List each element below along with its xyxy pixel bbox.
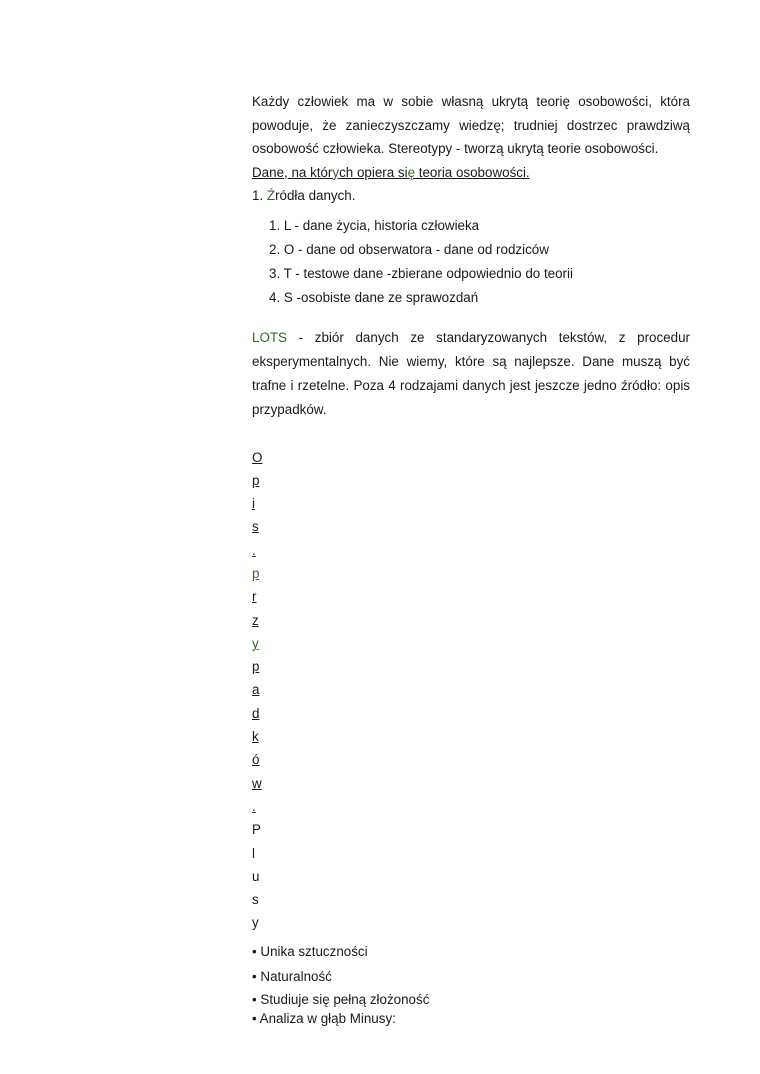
vertical-letter: s (252, 519, 259, 535)
vertical-letter: z (252, 612, 259, 628)
vertical-letter: u (252, 868, 260, 884)
list-item: • Studiuje się pełną złożoność (252, 991, 430, 1007)
list-item: • Naturalność (252, 969, 332, 985)
vertical-letter: y (252, 915, 259, 931)
sources-heading-rest: ródła danych. (275, 188, 356, 203)
data-heading-part3: ch opiera si (339, 164, 408, 180)
sources-heading (252, 184, 690, 208)
list-item: 3. T - testowe dane -zbierane odpowiednio do teorii (269, 265, 573, 281)
vertical-letter: w (252, 775, 262, 791)
sources-list (252, 214, 690, 310)
data-heading-part2: y (332, 164, 340, 180)
data-heading (252, 161, 690, 185)
lots-term: LOTS (252, 329, 287, 345)
sources-heading-letter: Ź (266, 188, 276, 203)
vertical-letter: P (252, 822, 261, 838)
document-page (252, 90, 690, 1028)
vertical-letter: a (252, 682, 260, 698)
vertical-letter: ó (252, 752, 260, 768)
list-item: 2. O - dane od obserwatora - dane od rodziców (269, 241, 549, 257)
vertical-letter: y (252, 635, 259, 651)
vertical-letter: . (252, 542, 256, 558)
list-item: • Unika sztuczności (252, 943, 368, 959)
list-item: 4. S -osobiste dane ze sprawozdań (269, 289, 479, 305)
vertical-letter: O (252, 449, 263, 465)
data-heading-part5: teoria osobowości. (415, 164, 530, 180)
intro-paragraph: Każdy człowiek ma w sobie własną ukrytą teorię osobowości, która powoduje, że zanieczyszczamy wiedzę; trudniej dostrzec prawdziwą osobowość człowieka. Stereotypy - tworzą ukrytą teorie osobowości. (252, 94, 690, 156)
lots-text: - zbiór danych ze standaryzowanych tekstów, z procedur eksperymentalnych. Nie wiemy, które są najlepsze. Dane muszą być trafne i rzetelne. Poza 4 rodzajami danych jest jeszcze jedno źródło: opis przypadków. (252, 329, 690, 417)
vertical-text (252, 446, 690, 935)
data-heading-part4: ę (407, 164, 416, 180)
data-heading-part1: Dane, na któr (252, 164, 333, 180)
vertical-letter: r (252, 589, 257, 605)
vertical-letter: . (252, 798, 256, 814)
lots-paragraph (252, 326, 690, 422)
vertical-letter: k (252, 729, 259, 745)
vertical-letter: p (252, 565, 260, 581)
sources-heading-prefix: 1. (252, 188, 267, 203)
list-item: 1. L - dane życia, historia człowieka (269, 217, 480, 233)
vertical-letter: p (252, 472, 260, 488)
pros-list (252, 939, 690, 1028)
vertical-letter: s (252, 892, 259, 908)
list-item: • Analiza w głąb Minusy: (252, 1010, 396, 1026)
vertical-letter: l (252, 845, 255, 861)
vertical-letter: i (252, 496, 255, 512)
vertical-letter: d (252, 705, 260, 721)
vertical-letter: p (252, 659, 260, 675)
